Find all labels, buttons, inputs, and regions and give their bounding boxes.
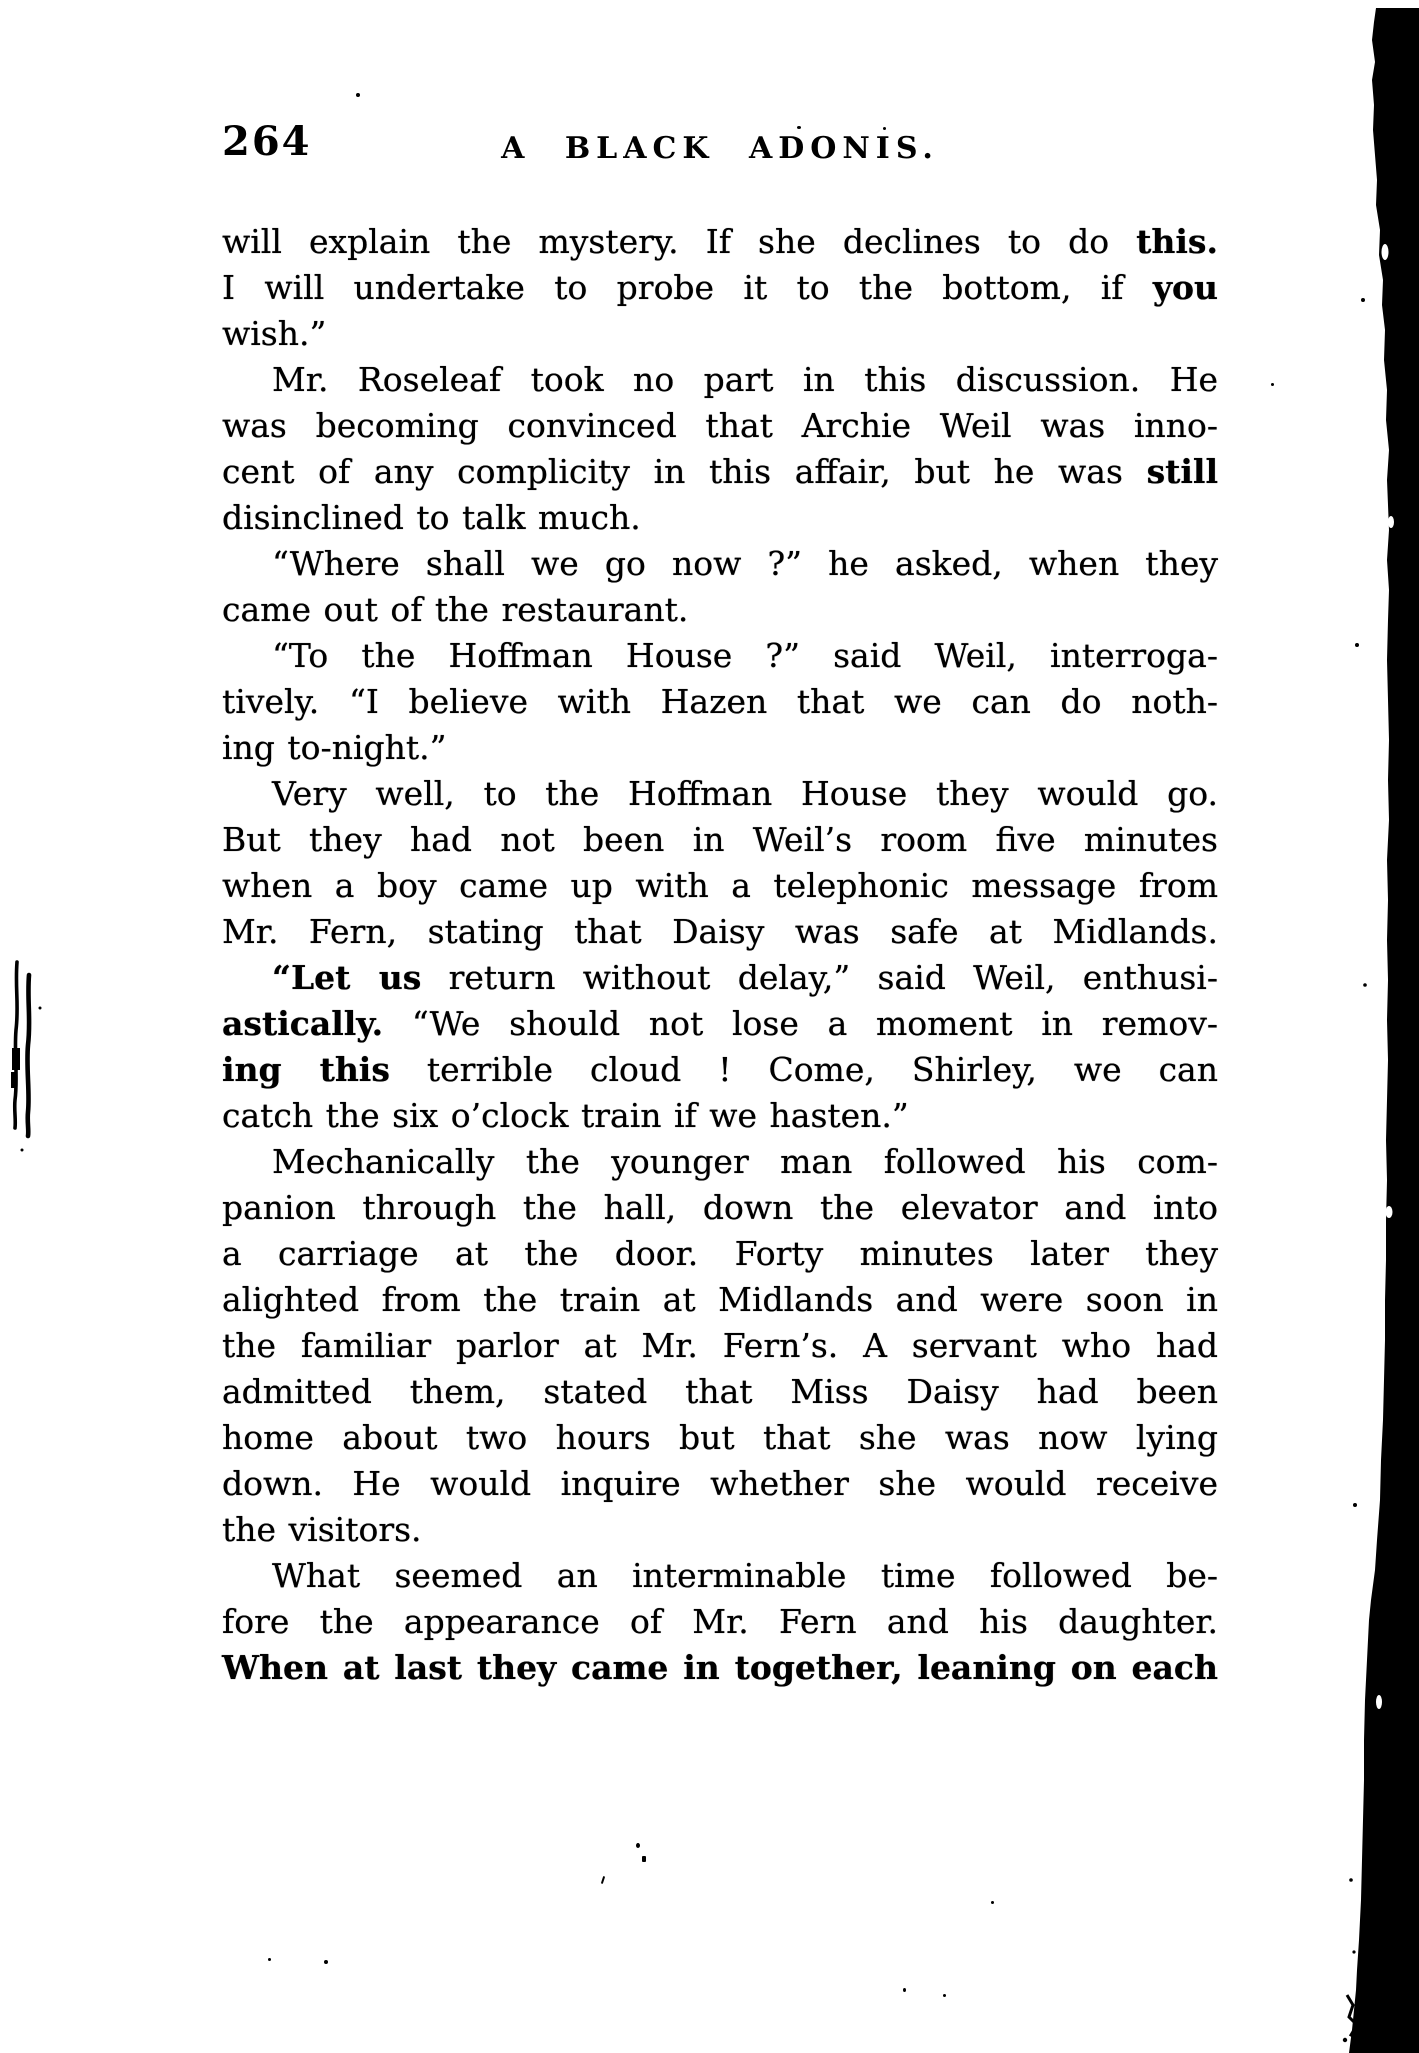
ink-speck [991, 1901, 994, 1904]
text-line: the visitors. [222, 1510, 422, 1549]
body-text [222, 219, 1218, 1691]
scan-artifact-left-margin [0, 950, 70, 1160]
text-line: astically. “We should not lose a moment in remov- [222, 1004, 1218, 1043]
text-line: I will undertake to probe it to the bottom, if you [222, 268, 1218, 307]
text-line: a carriage at the door. Forty minutes later they [222, 1234, 1218, 1273]
ink-speck [903, 1988, 906, 1992]
ink-speck [601, 1876, 605, 1884]
text-line: “To the Hoffman House ?” said Weil, interroga- [272, 636, 1218, 675]
text-line: “Where shall we go now ?” he asked, when they [272, 544, 1218, 583]
text-line: ing this terrible cloud ! Come, Shirley, we can [222, 1050, 1218, 1089]
text-line: Very well, to the Hoffman House they would go. [272, 774, 1218, 813]
text-line: But they had not been in Weil’s room five minutes [222, 820, 1218, 859]
text-line: cent of any complicity in this affair, but he was still [222, 452, 1218, 491]
ink-speck [642, 1856, 646, 1862]
ink-speck [356, 93, 360, 97]
text-line: admitted them, stated that Miss Daisy had been [222, 1372, 1218, 1411]
scan-gutter-band [1339, 0, 1419, 2053]
text-line: down. He would inquire whether she would receive [222, 1464, 1218, 1503]
text-line: disinclined to talk much. [222, 498, 641, 537]
text-line: catch the six o’clock train if we hasten.” [222, 1096, 909, 1135]
text-line: the familiar parlor at Mr. Fern’s. A servant who had [222, 1326, 1218, 1365]
text-line: tively. “I believe with Hazen that we can do noth- [222, 682, 1218, 721]
text-line: ing to-night.” [222, 728, 447, 767]
text-line: came out of the restaurant. [222, 590, 689, 629]
ink-speck [324, 1960, 328, 1964]
text-line: “Let us return without delay,” said Weil, enthusi- [272, 958, 1218, 997]
ink-speck [797, 126, 801, 129]
text-line: Mr. Roseleaf took no part in this discussion. He [272, 360, 1218, 399]
page-number: 264 [222, 118, 312, 165]
text-line: will explain the mystery. If she declines to do this. [222, 222, 1218, 261]
text-line: home about two hours but that she was now lying [222, 1418, 1218, 1457]
text-line: What seemed an interminable time followed be- [272, 1556, 1218, 1595]
text-line: fore the appearance of Mr. Fern and his daughter. [222, 1602, 1218, 1641]
ink-speck [1271, 383, 1274, 386]
text-line: was becoming convinced that Archie Weil was inno- [222, 406, 1218, 445]
ink-speck [636, 1843, 640, 1848]
text-line: when a boy came up with a telephonic message from [222, 866, 1218, 905]
ink-speck [883, 127, 886, 130]
running-title: A BLACK ADONIS. [501, 131, 939, 166]
ink-speck [268, 1958, 271, 1961]
text-line: Mr. Fern, stating that Daisy was safe at Midlands. [222, 912, 1218, 951]
text-line: alighted from the train at Midlands and were soon in [222, 1280, 1218, 1319]
text-line: Mechanically the younger man followed his com- [272, 1142, 1218, 1181]
text-line: panion through the hall, down the elevator and into [222, 1188, 1218, 1227]
ink-speck [943, 1994, 946, 1997]
text-line: When at last they came in together, leaning on each [222, 1648, 1218, 1687]
text-line: wish.” [222, 314, 327, 353]
